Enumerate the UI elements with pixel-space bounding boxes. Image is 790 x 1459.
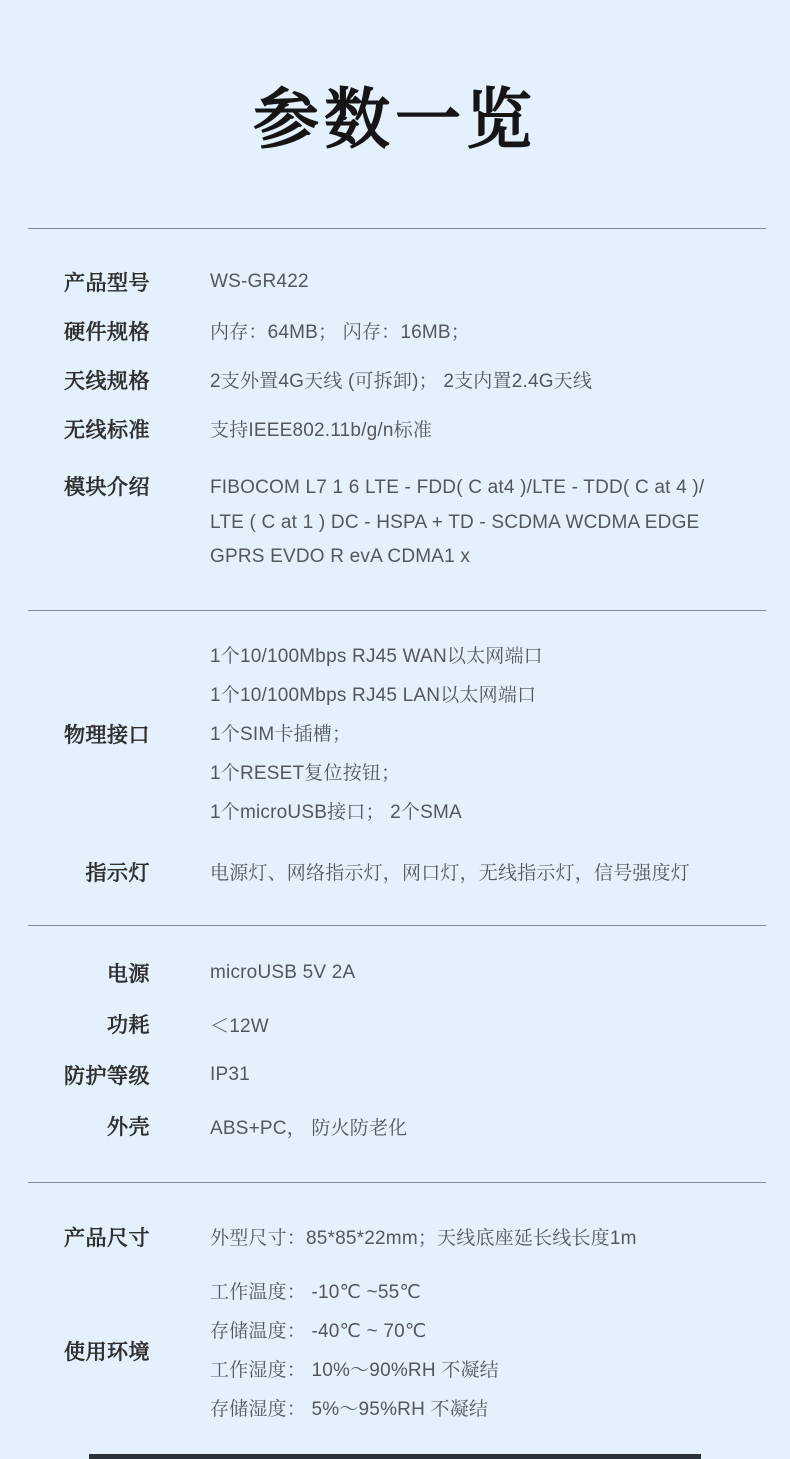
spec-value: 2支外置4G天线 (可拆卸)； 2支内置2.4G天线 (210, 371, 593, 392)
spec-label: 使用环境 (64, 1340, 150, 1364)
spec-label: 外壳 (107, 1116, 150, 1139)
spec-value: 外型尺寸：85*85*22mm；天线底座延长线长度1m (210, 1228, 637, 1249)
section-basic-specs (0, 229, 790, 575)
spec-row-power (0, 948, 790, 999)
spec-row-physical-ports (0, 637, 790, 832)
spec-row-hardware (0, 306, 790, 355)
spec-value-line: 1个10/100Mbps RJ45 WAN以太网端口 (210, 645, 543, 667)
spec-row-consumption (0, 999, 790, 1050)
spec-value: microUSB 5V 2A (210, 962, 356, 983)
spec-row-protection-rating (0, 1050, 790, 1101)
spec-row-product-model (0, 257, 790, 306)
spec-label: 硬件规格 (64, 320, 150, 344)
spec-label: 产品型号 (64, 271, 150, 295)
spec-row-antenna (0, 355, 790, 404)
spec-row-shell (0, 1101, 790, 1152)
spec-value-line: 1个microUSB接口； 2个SMA (210, 801, 462, 823)
spec-label: 功耗 (107, 1014, 150, 1037)
spec-row-indicator-lights (0, 848, 790, 896)
spec-row-module (0, 471, 790, 575)
spec-value: ABS+PC， 防火防老化 (210, 1117, 408, 1139)
spec-label: 无线标准 (64, 418, 150, 442)
spec-value (210, 1273, 499, 1429)
spec-value: ＜12W (210, 1015, 269, 1037)
spec-value-line: LTE ( C at 1 ) DC - HSPA + TD - SCDMA WCDMA EDGE (210, 511, 700, 533)
spec-label: 防护等级 (64, 1065, 150, 1088)
spec-value-line: 工作湿度： 10%～90%RH 不凝结 (210, 1359, 499, 1381)
spec-label: 指示灯 (85, 861, 150, 885)
spec-row-dimensions (0, 1213, 790, 1261)
section-power-housing (0, 926, 790, 1152)
section-size-environment (0, 1183, 790, 1429)
spec-row-environment (0, 1273, 790, 1429)
spec-value (210, 471, 704, 575)
spec-label: 天线规格 (64, 369, 150, 393)
next-section-edge (89, 1454, 701, 1459)
page-title: 参数一览 (253, 82, 537, 156)
spec-label: 模块介绍 (64, 476, 150, 499)
spec-value: 电源灯、网络指示灯，网口灯，无线指示灯，信号强度灯 (210, 863, 691, 884)
spec-row-wireless-standard (0, 404, 790, 453)
spec-label: 物理接口 (64, 724, 150, 747)
spec-value-line: FIBOCOM L7 1 6 LTE - FDD( C at4 )/LTE - TDD( C at 4 )/ (210, 477, 705, 498)
spec-value: WS-GR422 (210, 270, 309, 292)
spec-value (210, 637, 543, 832)
spec-value-line: 1个SIM卡插槽； (210, 723, 352, 745)
spec-value: 支持IEEE802.11b/g/n标准 (210, 420, 433, 441)
spec-value-line: 存储湿度： 5%～95%RH 不凝结 (210, 1398, 489, 1420)
spec-label: 产品尺寸 (64, 1226, 150, 1250)
section-interfaces (0, 611, 790, 896)
spec-label: 电源 (107, 963, 150, 986)
spec-value: IP31 (210, 1064, 250, 1085)
spec-value-line: GPRS EVDO R evA CDMA1 x (210, 546, 471, 567)
spec-value-line: 存储温度： -40℃ ~ 70℃ (210, 1320, 427, 1342)
spec-value-line: 1个RESET复位按钮； (210, 762, 401, 784)
spec-value: 内存：64MB； 闪存：16MB； (210, 322, 470, 343)
spec-value-line: 1个10/100Mbps RJ45 LAN以太网端口 (210, 684, 537, 706)
spec-value-line: 工作温度： -10℃ ~55℃ (210, 1281, 421, 1303)
